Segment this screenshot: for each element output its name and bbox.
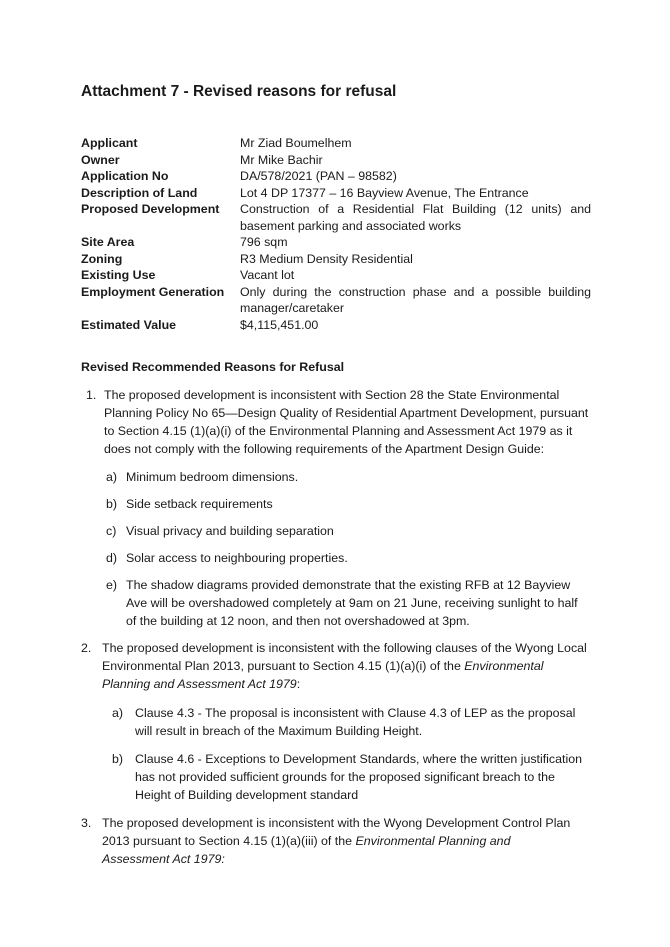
detail-label: Estimated Value: [81, 317, 177, 332]
sub-text: Visual privacy and building separation: [126, 524, 334, 538]
sub-item: [112, 750, 582, 804]
sub-item: [106, 549, 593, 567]
sub-text: Minimum bedroom dimensions.: [126, 470, 299, 484]
reason-text-part: The proposed development is inconsistent with the following clauses of the Wyong Local Environmental Plan 2013, pursuant to Section 4.15 (1)(a)(i) of the: [102, 641, 587, 673]
sub-text: Clause 4.3 - The proposal is inconsistent with Clause 4.3 of LEP as the proposal will result in breach of the Maximum Building Height.: [135, 706, 576, 738]
detail-row: [81, 234, 591, 251]
sub-item: [106, 495, 593, 513]
detail-value: $4,115,451.00: [240, 317, 319, 332]
act-name: Environmental Planning and Assessment Act 1979:: [102, 834, 511, 866]
reasons-list: [81, 386, 593, 868]
reason-text: [81, 814, 579, 868]
sub-item: [106, 576, 590, 630]
detail-label: Applicant: [81, 136, 138, 150]
detail-row: [81, 251, 591, 268]
sub-text: Clause 4.6 - Exceptions to Development Standards, where the written justification has not provided sufficient grounds for the proposed significant breach to the Height of Building development standard: [135, 752, 582, 802]
detail-label: Existing Use: [81, 268, 156, 282]
detail-value: Only during the construction phase and a possible building manager/caretaker: [240, 284, 591, 315]
detail-label: Zoning: [81, 251, 123, 266]
sub-letter: c): [106, 524, 117, 538]
detail-row: [81, 267, 591, 284]
detail-value: Mr Ziad Boumelhem: [240, 136, 352, 150]
sub-text: Side setback requirements: [126, 497, 273, 511]
sub-letter: a): [112, 706, 124, 720]
reason-text-part: The proposed development is inconsistent with the Wyong Development Control Plan 2013 pursuant to Section 4.15 (1)(a)(iii) of the: [102, 816, 571, 848]
detail-label: Proposed Development: [81, 202, 220, 216]
sub-text: Solar access to neighbouring properties.: [126, 551, 348, 565]
sub-item: [106, 468, 593, 486]
sub-text: The shadow diagrams provided demonstrate that the existing RFB at 12 Bayview Ave will be overshadowed completely at 9am on 21 June, receiving sunlight to half of the building at 12 noon, and then not overshadowed at 3pm.: [126, 578, 578, 628]
page-title: Attachment 7 - Revised reasons for refusal: [81, 83, 397, 100]
detail-row: [81, 152, 591, 169]
sub-letter: b): [112, 752, 124, 766]
detail-row: [81, 284, 591, 317]
sub-item: [106, 522, 593, 540]
detail-row: [81, 201, 591, 234]
detail-row: [81, 135, 591, 152]
reason-number: 3.: [81, 816, 92, 830]
detail-value: 796 sqm: [240, 235, 288, 249]
reason-number: 1.: [86, 388, 97, 402]
detail-row: [81, 168, 591, 185]
reason-item: [81, 814, 579, 868]
detail-value: DA/578/2021 (PAN – 98582): [240, 169, 397, 183]
detail-value: Construction of a Residential Flat Building (12 units) and basement parking and associated works: [240, 202, 591, 233]
sub-letter: b): [106, 497, 118, 511]
sub-letter: a): [106, 470, 118, 484]
detail-value: R3 Medium Density Residential: [240, 251, 413, 266]
detail-label: Site Area: [81, 235, 135, 249]
detail-label: Owner: [81, 152, 120, 167]
reason-item: [81, 639, 593, 693]
detail-value: Lot 4 DP 17377 – 16 Bayview Avenue, The Entrance: [240, 185, 529, 200]
detail-row: [81, 185, 591, 202]
detail-label: Application No: [81, 169, 169, 183]
detail-label: Description of Land: [81, 185, 198, 200]
act-name: Environmental Planning and Assessment Act 1979: [102, 659, 544, 691]
reason-text: The proposed development is inconsistent with Section 28 the State Environmental Planning Policy No 65—Design Quality of Residential Apartment Development, pursuant to Section 4.15 (1)(a)(i) of the Environmental Planning and Assessment Act 1979 as it does not comply with the following requirements of the Apartment Design Guide:: [104, 388, 589, 456]
section-heading: Revised Recommended Reasons for Refusal: [81, 360, 345, 374]
detail-value: Mr Mike Bachir: [240, 152, 323, 167]
detail-value: Vacant lot: [240, 268, 295, 282]
sub-item: [112, 704, 593, 740]
detail-label: Employment Generation: [81, 284, 225, 299]
reason-text: [81, 639, 593, 693]
sub-letter: d): [106, 551, 118, 565]
reason-number: 2.: [81, 641, 92, 655]
reason-text-part: :: [296, 677, 301, 691]
sub-letter: e): [106, 578, 118, 592]
application-details: [81, 135, 591, 333]
detail-row: [81, 317, 591, 334]
reason-item: [86, 386, 593, 458]
